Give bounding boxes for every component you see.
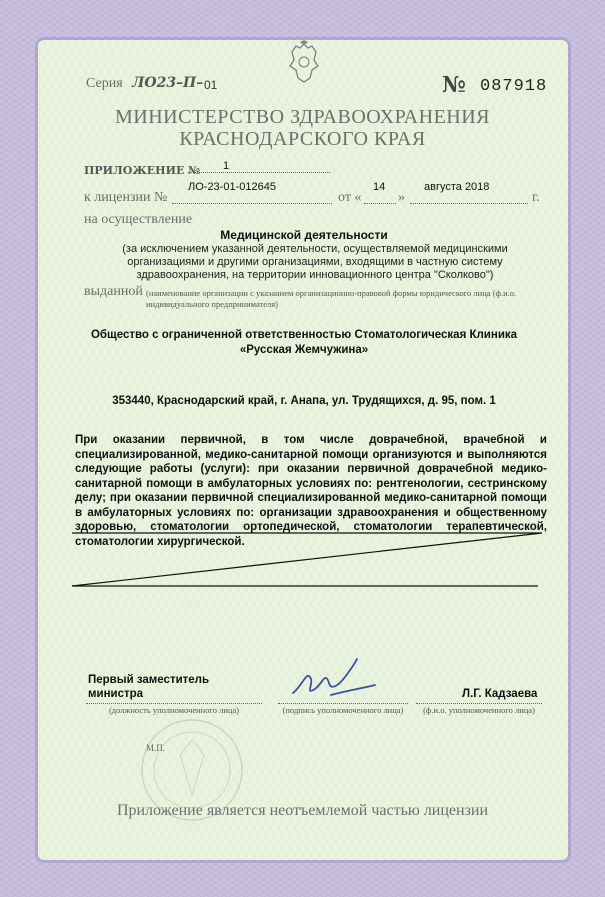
- date-from-label: от «: [338, 190, 362, 205]
- signer-name: Л.Г. Кадзаева: [462, 688, 538, 700]
- license-label: к лицензии №: [84, 190, 168, 205]
- footer-note: Приложение является неотъемлемой частью лицензии: [116, 802, 489, 819]
- signature-icon: [285, 655, 385, 705]
- activity-label: на осуществление: [84, 212, 193, 227]
- appendix-value: 1: [223, 160, 230, 172]
- signature-caption: (подпись уполномоченного лица): [282, 705, 404, 715]
- appendix-underline: [188, 172, 330, 173]
- stamp-label: М.П.: [146, 743, 166, 753]
- name-caption: (ф.и.о. уполномоченного лица): [423, 705, 535, 715]
- signature-underline: [278, 703, 408, 704]
- month-underline: [410, 203, 528, 204]
- empty-space-strike: [70, 530, 550, 600]
- issued-label: выданной: [84, 284, 143, 299]
- appendix-label: ПРИЛОЖЕНИЕ №: [84, 164, 201, 177]
- organization-name-line2: «Русская Жемчужина»: [239, 344, 369, 356]
- organization-address: 353440, Краснодарский край, г. Анапа, ул. Трудящихся, д. 95, пом. 1: [112, 395, 496, 407]
- date-quote-close: »: [398, 190, 405, 205]
- day-underline: [364, 203, 396, 204]
- activity-note: (за исключением указанной деятельности, осуществляемой медицинскими организациями и другими организациями, входящими в частную систему здравоохранения, на территории инновационного центра "Сколково"): [122, 243, 508, 281]
- issued-note: (наименование организации с указанием организационно-правовой формы юридического лица (ф.и.о. индивидуального предпринимателя): [146, 288, 517, 309]
- year-suffix: г.: [532, 190, 540, 205]
- date-month-year: августа 2018: [424, 181, 490, 193]
- ministry-title-line1: МИНИСТЕРСТВО ЗДРАВООХРАНЕНИЯ: [114, 106, 491, 128]
- series-value: ЛО23–П–: [132, 75, 204, 91]
- number-value: 087918: [480, 77, 548, 96]
- coat-of-arms-icon: [286, 40, 322, 84]
- services-text: При оказании первичной, в том числе доврачебной, врачебной и специализированной, медико-санитарной помощи организуются и выполняются следующие работы (услуги): при оказании первичной доврачебной медико-санитарной помощи в амбулаторных условиях по: рентгенологии, сестринскому делу; при оказании первичной специализированной медико-санитарной помощи в амбулаторных условиях по: организации здравоохранения и общественному здоровью, стоматологии ортопедической, стоматологии терапевтической, стоматологии хирургической.: [75, 434, 547, 548]
- license-number: ЛО-23-01-012645: [188, 181, 276, 193]
- number-sign: №: [442, 72, 466, 98]
- ministry-title-line2: КРАСНОДАРСКОГО КРАЯ: [179, 128, 426, 150]
- organization-name-line1: Общество с ограниченной ответственностью Стоматологическая Клиника: [90, 329, 518, 341]
- license-underline: [172, 203, 332, 204]
- name-underline: [416, 703, 542, 704]
- position-underline: [86, 703, 262, 704]
- date-day: 14: [373, 181, 386, 193]
- signer-position-line2: министра: [88, 688, 144, 700]
- series-number: 01: [204, 78, 218, 92]
- series-label: Серия: [86, 76, 123, 91]
- position-caption: (должность уполномоченного лица): [108, 705, 240, 715]
- signer-position-line1: Первый заместитель: [88, 674, 210, 686]
- activity-title: Медицинской деятельности: [220, 228, 388, 242]
